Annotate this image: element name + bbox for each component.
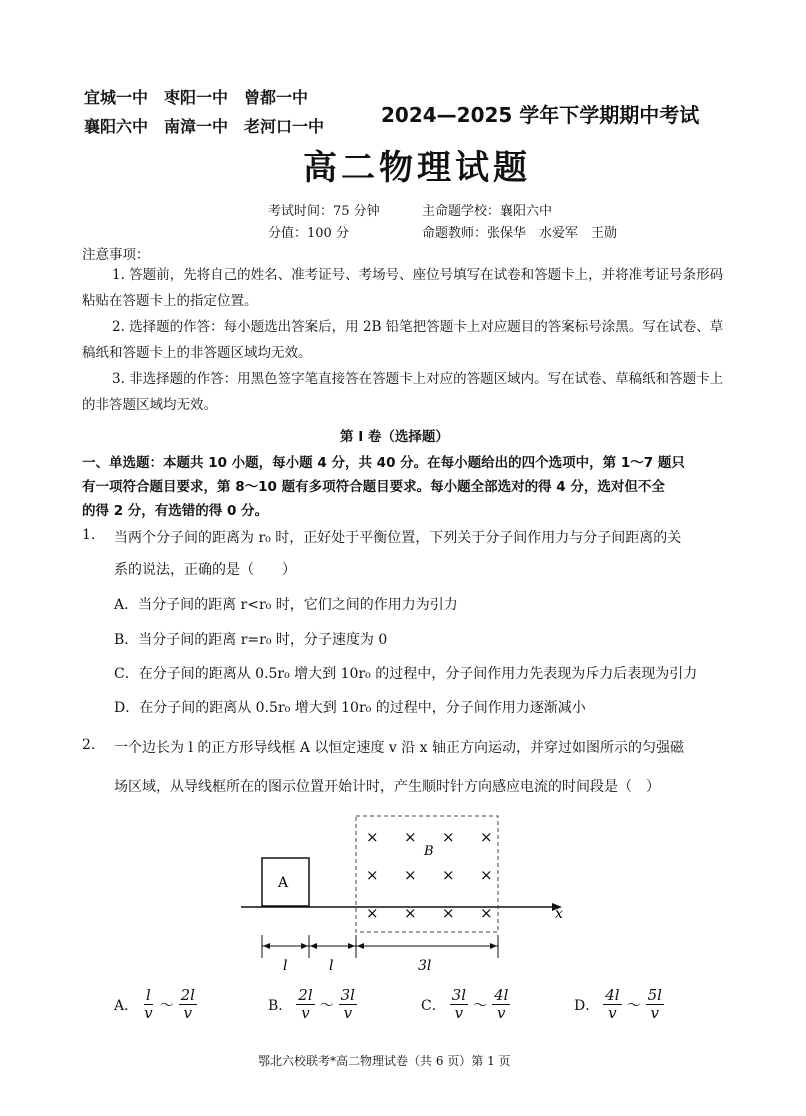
option-b: B． $\frac{2l}{v}$ ～ $\frac{3l}{v}$ [268,986,355,1022]
dimension-label-1: l [283,958,288,974]
field-cross-mark: × [442,828,455,846]
school-list-line1: 宜城一中 枣阳一中 曾都一中 [84,88,309,107]
question-stem-line1: 当两个分子间的距离为 r₀ 时，正好处于平衡位置，下列关于分子间作用力与分子间距离的关 [114,530,682,546]
lead-school: 主命题学校：襄阳六中 [422,204,553,219]
option-d: D． $\frac{4l}{v}$ ～ $\frac{5l}{v}$ [574,986,662,1022]
question-number: 1. [82,527,96,543]
exam-teachers: 命题教师：张保华 水爱军 王勋 [422,226,618,241]
exam-name: 2024—2025 学年下学期期中考试 [381,103,700,127]
section-instructions-line1: 一、单选题：本题共 10 小题，每小题 4 分，共 40 分。在每小题给出的四个选项中，第 1～7 题只 [82,455,685,471]
note-item-3: 3. 非选择题的作答：用黑色签字笔直接答在答题卡上对应的答题区域内。写在试卷、草稿纸和答题卡上的非答题区域均无效。 [82,371,724,413]
exam-score: 分值：100 分 [268,226,349,241]
page-footer: 鄂北六校联考*高二物理试卷（共 6 页）第 1 页 [258,1054,511,1068]
part-heading: 第 I 卷（选择题） [340,429,449,445]
question-number: 2. [82,737,96,753]
field-cross-mark: × [442,866,455,884]
notes-heading: 注意事项： [82,247,150,263]
field-label: B [424,844,434,859]
option-d: D．在分子间的距离从 0.5r₀ 增大到 10r₀ 的过程中，分子间作用力逐渐减小 [114,700,586,716]
field-cross-mark: × [366,828,379,846]
field-cross-mark: × [480,904,493,922]
option-b: B．当分子间的距离 r=r₀ 时，分子速度为 0 [114,632,388,648]
field-cross-mark: × [404,866,417,884]
field-crosses [366,828,493,922]
question-stem-line1: 一个边长为 l 的正方形导线框 A 以恒定速度 v 沿 x 轴正方向运动，并穿过如图所示的匀强磁 [114,740,684,756]
field-cross-mark: × [442,904,455,922]
field-cross-mark: × [366,904,379,922]
dimension-label-3: 3l [418,958,432,974]
option-a: A． $\frac{l}{v}$ ～ $\frac{2l}{v}$ [114,986,195,1022]
question-stem-line2: 场区域，从导线框所在的图示位置开始计时，产生顺时针方向感应电流的时间段是（ ） [114,779,660,795]
school-list-line2: 襄阳六中 南漳一中 老河口一中 [84,117,325,136]
field-cross-mark: × [480,828,493,846]
option-a: A．当分子间的距离 r<r₀ 时，它们之间的作用力为引力 [114,597,458,613]
page-title: 高二物理试题 [303,148,531,188]
question-stem-line2: 系的说法，正确的是（ ） [114,562,296,578]
x-axis-label: x [555,906,563,922]
option-c: C．在分子间的距离从 0.5r₀ 增大到 10r₀ 的过程中，分子间作用力先表现为斥力后表现为引力 [114,666,698,682]
section-instructions-line3: 的得 2 分，有选错的得 0 分。 [82,503,269,519]
note-item-2: 2. 选择题的作答：每小题选出答案后，用 2B 铅笔把答题卡上对应题目的答案标号涂黑。写在试卷、草稿纸和答题卡上的非答题区域均无效。 [82,319,724,361]
field-cross-mark: × [404,904,417,922]
frame-label: A [278,875,289,891]
section-instructions-line2: 有一项符合题目要求，第 8～10 题有多项符合题目要求。每小题全部选对的得 4 分，选对但不全 [82,479,665,495]
field-cross-mark: × [480,866,493,884]
field-cross-mark: × [366,866,379,884]
field-cross-mark: × [404,828,417,846]
exam-time: 考试时间：75 分钟 [268,204,380,219]
dimension-label-2: l [329,958,334,974]
option-c: C． $\frac{3l}{v}$ ～ $\frac{4l}{v}$ [421,986,509,1022]
note-item-1: 1. 答题前，先将自己的姓名、准考证号、考场号、座位号填写在试卷和答题卡上，并将准考证号条形码粘贴在答题卡上的指定位置。 [82,267,724,309]
